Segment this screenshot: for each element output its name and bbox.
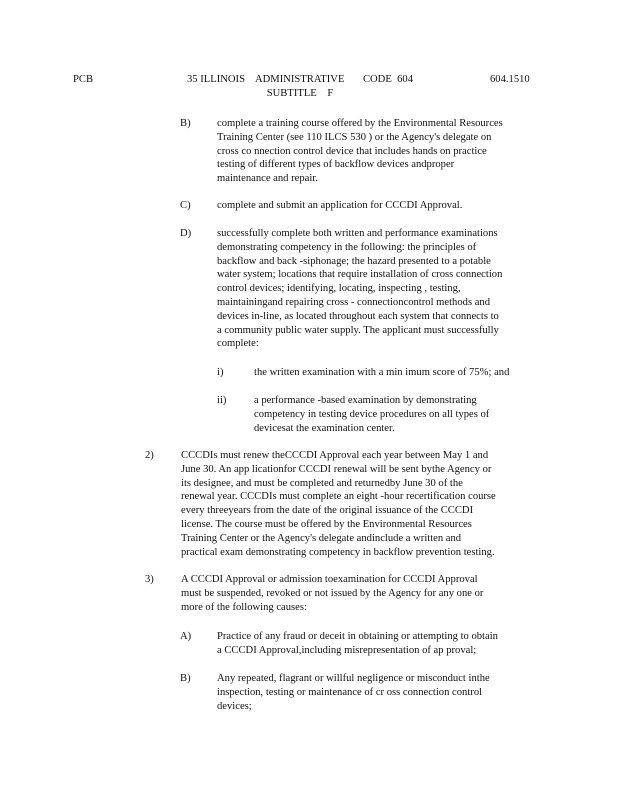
line: inspection, testing or maintenance of cr oss connection control <box>217 686 483 698</box>
line: cross co nnection control device that includes hands on practice <box>217 145 487 157</box>
line: June 30. An app licationfor CCCDI renewal will be sent bythe Agency or <box>181 463 492 475</box>
line: A CCCDI Approval or admission toexamination for CCCDI Approval <box>181 574 478 585</box>
item-label-D1: D) <box>180 228 192 239</box>
item-label-3: 3) <box>145 574 154 585</box>
line: maintainingand repairing cross - connectioncontrol methods and <box>217 296 491 308</box>
item-text-2 <box>181 449 535 559</box>
line: Practice of any fraud or deceit in obtaining or attempting to obtain <box>217 631 498 642</box>
line: the written examination with a min imum score of 75%; and <box>254 367 510 378</box>
line: complete a training course offered by the Environmental Resources <box>217 118 503 129</box>
line: must be suspended, revoked or not issued by the Agency for any one or <box>181 587 484 599</box>
line: maintenance and repair. <box>217 173 318 185</box>
item-label-ii: ii) <box>217 395 227 406</box>
item-text-ii <box>254 394 524 435</box>
item-text-B3 <box>217 672 535 713</box>
line: devicesat the examination center. <box>254 422 395 434</box>
line: competency in testing device procedures on all types of <box>254 408 490 420</box>
item-text-i <box>254 366 539 380</box>
item-label-B1: B) <box>180 118 191 129</box>
item-label-2: 2) <box>145 450 154 461</box>
header-center <box>175 73 425 101</box>
line: a community public water supply. The applicant must successfully <box>217 324 499 336</box>
header-center-line1: 35 ILLINOIS ADMINISTRATIVE CODE 604 <box>187 74 413 85</box>
line: successfully complete both written and performance examinations <box>217 228 498 239</box>
line: a CCCDI Approval,including misrepresentation of ap proval; <box>217 644 477 656</box>
line: devices in-line, as located throughout each system that connects to <box>217 310 499 322</box>
header-center-line2: SUBTITLE F <box>266 88 334 99</box>
line: renewal year. CCCDIs must complete an eight -hour recertification course <box>181 491 496 503</box>
item-text-3 <box>181 573 529 614</box>
line: water system; locations that require installation of cross connection <box>217 269 503 281</box>
item-text-B1 <box>217 117 535 186</box>
item-label-A3: A) <box>180 631 192 642</box>
line: complete: <box>217 338 259 350</box>
item-text-D1 <box>217 227 535 351</box>
line: its designee, and must be completed and returnedby June 30 of the <box>181 477 463 489</box>
line: CCCDIs must renew theCCCDI Approval each year between May 1 and <box>181 450 489 461</box>
line: license. The course must be offered by the Environmental Resources <box>181 518 472 530</box>
line: demonstrating competency in the following: the principles of <box>217 241 477 253</box>
line: complete and submit an application for CCCDI Approval. <box>217 200 463 211</box>
line: devices; <box>217 700 252 712</box>
item-label-B3: B) <box>180 673 191 684</box>
line: Training Center or the Agency's delegate andinclude a written and <box>181 532 462 544</box>
item-text-A3 <box>217 630 535 658</box>
line: every threeyears from the date of the original issuance of the CCCDI <box>181 505 474 517</box>
item-label-i: i) <box>217 367 224 378</box>
line: a performance -based examination by demonstrating <box>254 395 477 406</box>
line: testing of different types of backflow devices andproper <box>217 159 455 171</box>
line: Training Center (see 110 ILCS 530 ) or the Agency's delegate on <box>217 131 492 143</box>
line: backflow and back -siphonage; the hazard presented to a potable <box>217 255 491 267</box>
header-left: PCB <box>73 74 94 85</box>
line: control devices; identifying, locating, inspecting , testing, <box>217 283 461 295</box>
line: more of the following causes: <box>181 601 307 613</box>
line: practical exam demonstrating competency in backflow prevention testing. <box>181 546 495 558</box>
line: Any repeated, flagrant or willful negligence or misconduct inthe <box>217 673 490 684</box>
item-label-C1: C) <box>180 200 191 211</box>
header-right: 604.1510 <box>490 74 530 85</box>
item-text-C1 <box>217 199 535 213</box>
